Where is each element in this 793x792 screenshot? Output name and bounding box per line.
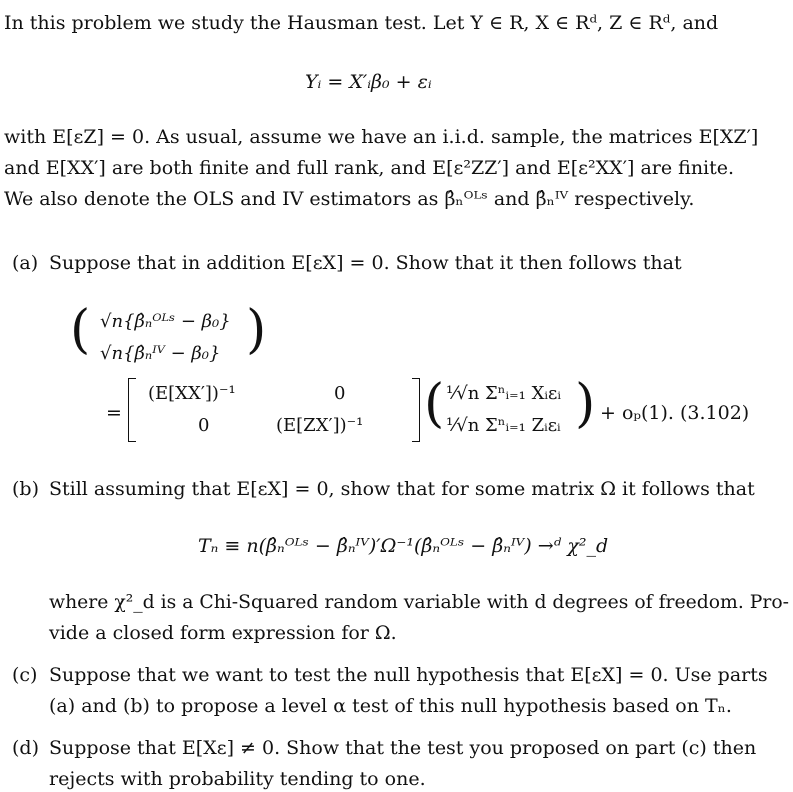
part-c-label: (c) [12,664,38,686]
intro-line-2: with E[εZ] = 0. As usual, assume we have an i.i.d. sample, the matrices E[XZ′] [4,126,759,148]
equation-number: (3.102) [680,402,750,424]
part-b-text-2: where χ²_d is a Chi-Squared random variable with d degrees of freedom. Pro- [49,591,790,613]
part-d-label: (d) [12,737,39,759]
part-c-text-2: (a) and (b) to propose a level α test of this null hypothesis based on Tₙ. [49,695,732,717]
right-paren-sum: ) [575,374,596,434]
intro-line-4: We also denote the OLS and IV estimators as β̂ₙᴼᴸˢ and β̂ₙᴵⱽ respectively. [4,188,695,210]
matrix-m11: (E[XX′])⁻¹ [148,383,236,404]
part-b-label: (b) [12,478,39,500]
part-a-label: (a) [12,252,39,274]
equals-sign: = [106,402,122,424]
hausman-statistic: Tₙ ≡ n(β̂ₙᴼᴸˢ − β̂ₙᴵⱽ)′Ω⁻¹(β̂ₙᴼᴸˢ − β̂ₙᴵⱽ) →ᵈ χ²_d [198,535,609,557]
part-a-text: Suppose that in addition E[εX] = 0. Show that it then follows that [49,252,682,274]
vector-bottom: √n{β̂ₙᴵⱽ − β₀} [100,343,221,364]
matrix-m12: 0 [334,383,346,404]
remainder-term: + oₚ(1). [600,402,674,424]
part-c-text: Suppose that we want to test the null hypothesis that E[εX] = 0. Use parts [49,664,768,686]
matrix-left-bracket [128,378,136,442]
intro-line-1: In this problem we study the Hausman test. Let Y ∈ R, X ∈ Rᵈ, Z ∈ Rᵈ, and [4,12,719,34]
right-paren-vector: ) [246,300,267,360]
matrix-m21: 0 [198,415,210,436]
left-paren-vector: ( [70,300,91,360]
left-paren-sum: ( [424,374,445,434]
model-equation: Yᵢ = X′ᵢβ₀ + εᵢ [305,71,432,93]
sum-top: ¹⁄√n Σⁿᵢ₌₁ Xᵢεᵢ [446,383,561,404]
part-b-text: Still assuming that E[εX] = 0, show that for some matrix Ω it follows that [49,478,755,500]
part-b-text-3: vide a closed form expression for Ω. [49,622,397,644]
part-d-text-2: rejects with probability tending to one. [49,768,426,790]
vector-top: √n{β̂ₙᴼᴸˢ − β₀} [100,311,231,332]
part-d-text: Suppose that E[Xε] ≠ 0. Show that the test you proposed on part (c) then [49,737,757,759]
sum-bottom: ¹⁄√n Σⁿᵢ₌₁ Zᵢεᵢ [446,415,561,436]
matrix-m22: (E[ZX′])⁻¹ [276,415,364,436]
matrix-right-bracket [412,378,420,442]
intro-line-3: and E[XX′] are both finite and full rank, and E[ε²ZZ′] and E[ε²XX′] are finite. [4,157,735,179]
